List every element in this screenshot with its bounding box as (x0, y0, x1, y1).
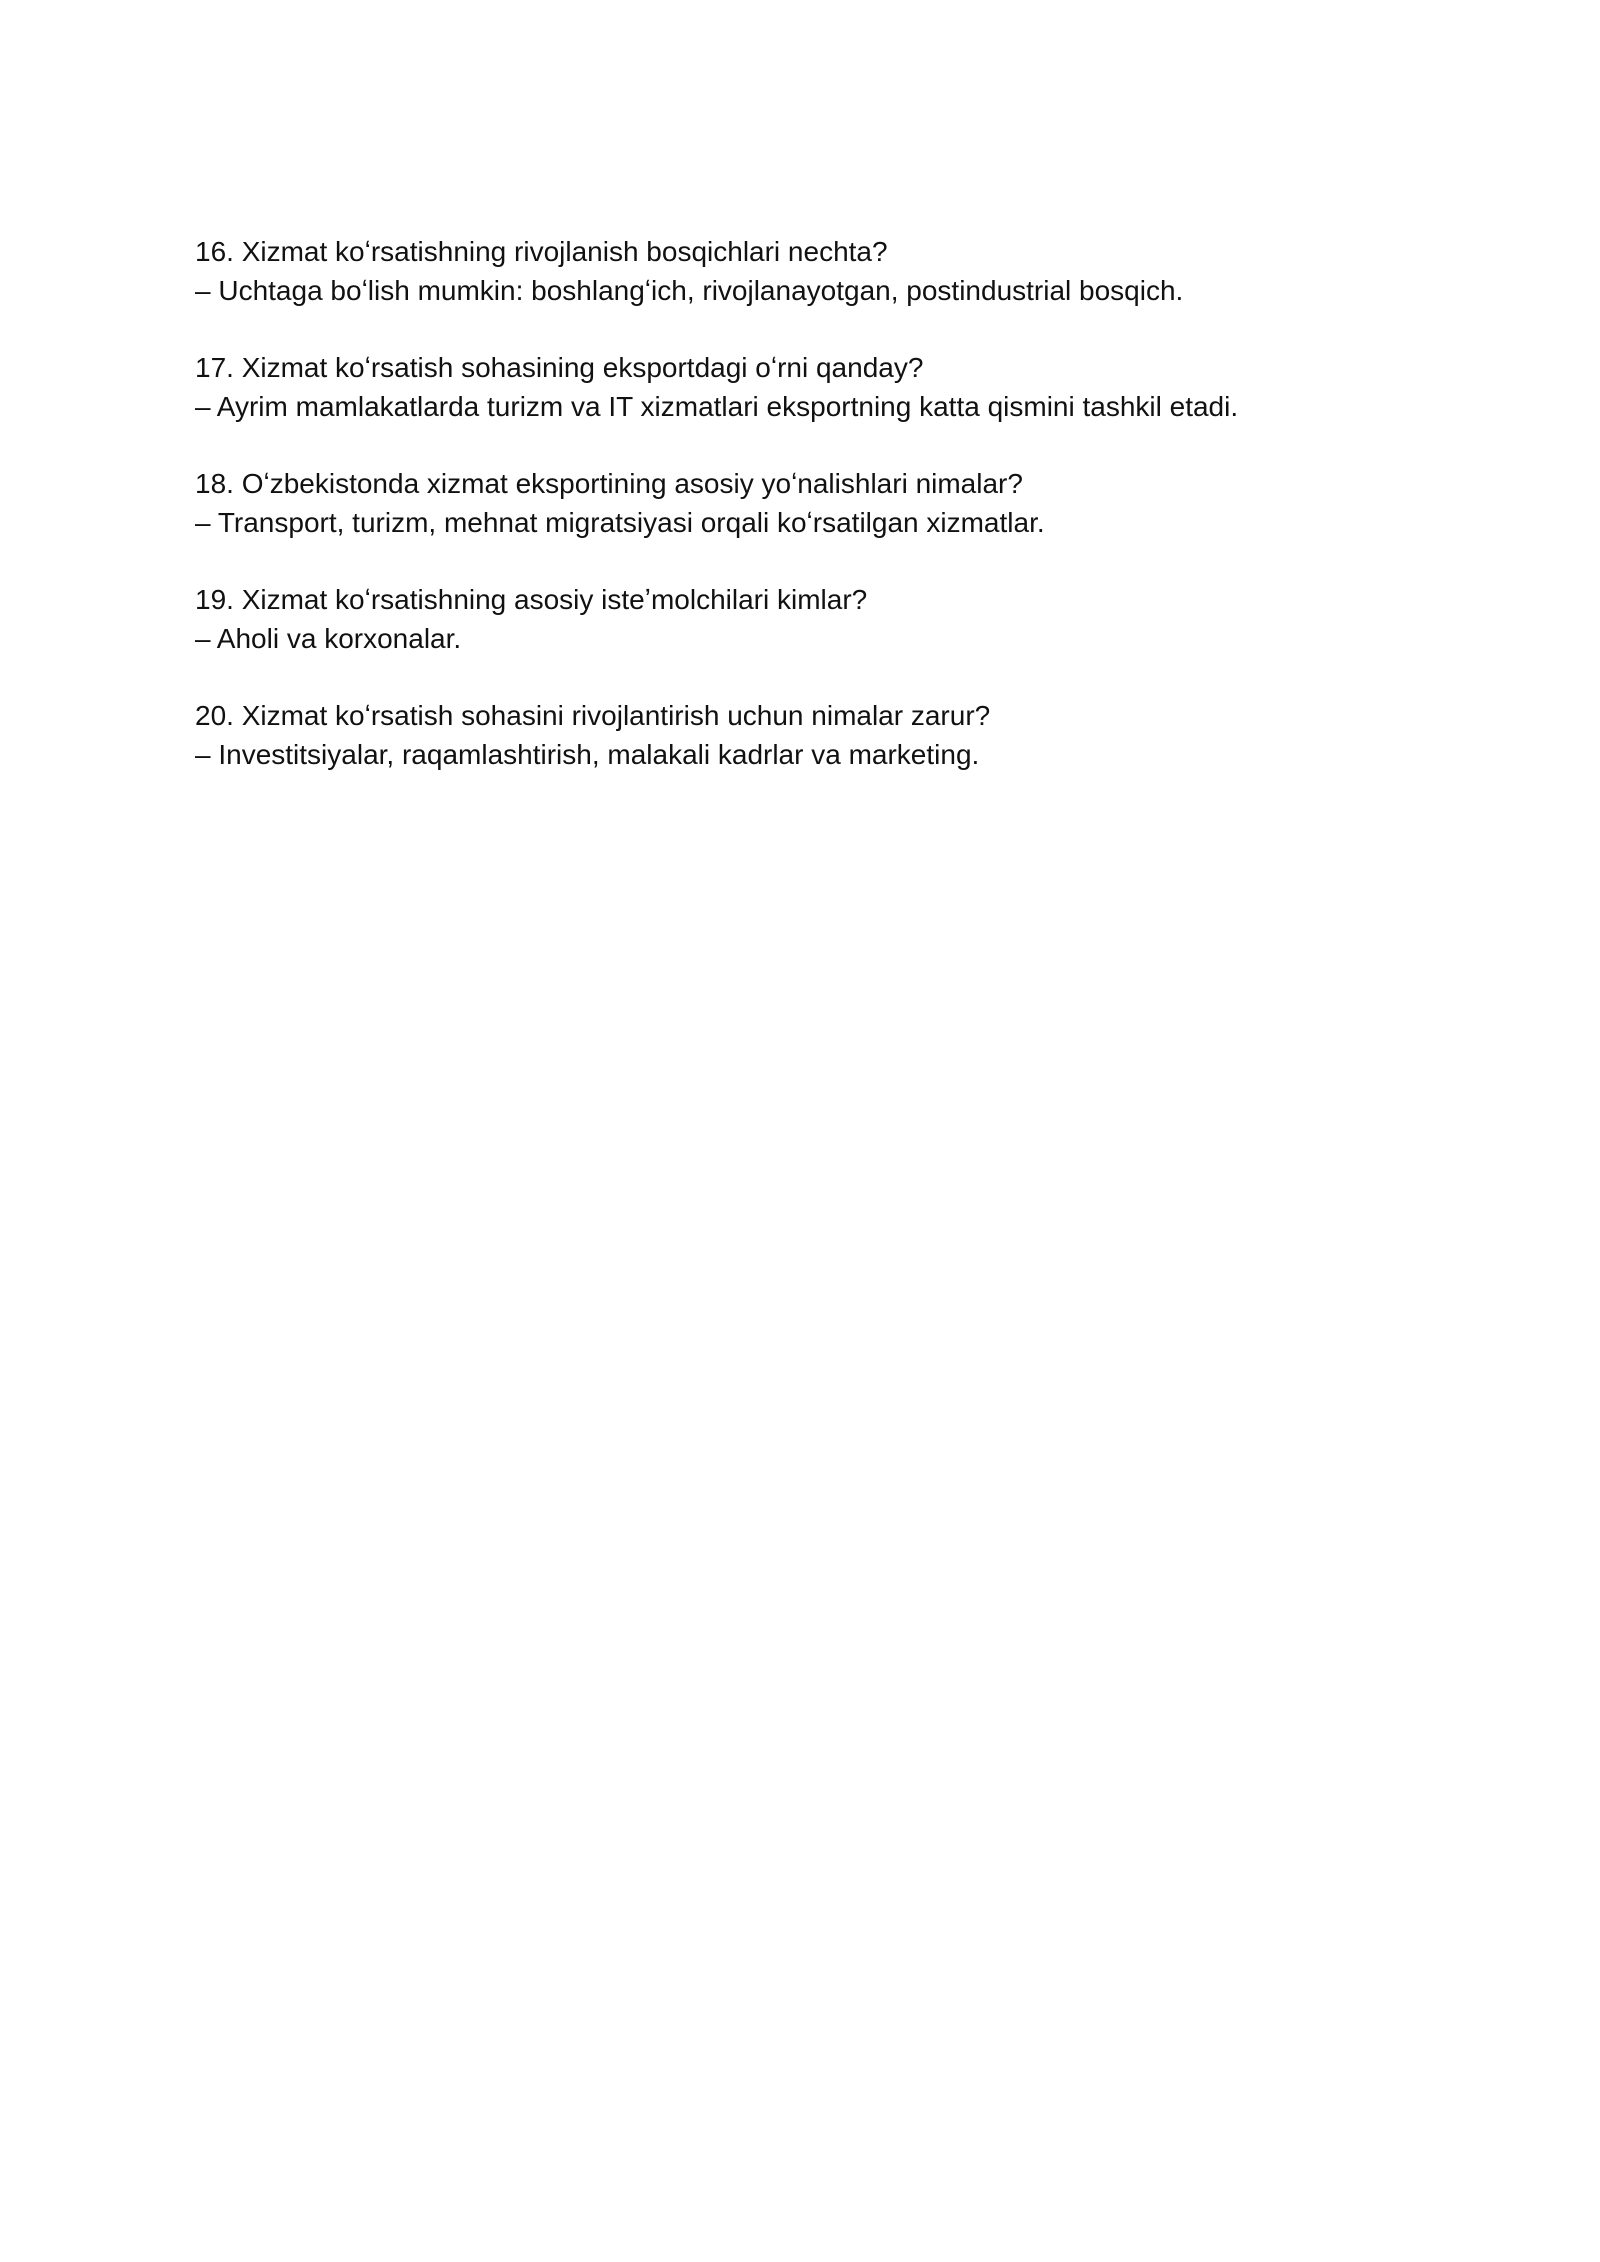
qa-item-17 (195, 348, 1445, 426)
question-16: 16. Xizmat koʻrsatishning rivojlanish bosqichlari nechta? (195, 236, 888, 267)
question-18: 18. Oʻzbekistonda xizmat eksportining asosiy yoʻnalishlari nimalar? (195, 468, 1023, 499)
answer-20: – Investitsiyalar, raqamlashtirish, malakali kadrlar va marketing. (195, 739, 980, 770)
answer-16: – Uchtaga boʻlish mumkin: boshlangʻich, rivojlanayotgan, postindustrial bosqich. (195, 275, 1184, 306)
answer-18: – Transport, turizm, mehnat migratsiyasi orqali koʻrsatilgan xizmatlar. (195, 507, 1045, 538)
question-answer-list (195, 232, 1445, 812)
qa-item-19 (195, 580, 1445, 658)
qa-item-18 (195, 464, 1445, 542)
answer-19: – Aholi va korxonalar. (195, 623, 462, 654)
question-17: 17. Xizmat koʻrsatish sohasining eksportdagi oʻrni qanday? (195, 352, 924, 383)
answer-17: – Ayrim mamlakatlarda turizm va IT xizmatlari eksportning katta qismini tashkil etadi. (195, 391, 1239, 422)
question-20: 20. Xizmat koʻrsatish sohasini rivojlantirish uchun nimalar zarur? (195, 700, 991, 731)
question-19: 19. Xizmat koʻrsatishning asosiy isteʼmolchilari kimlar? (195, 584, 868, 615)
qa-item-16 (195, 232, 1445, 310)
qa-item-20 (195, 696, 1445, 774)
